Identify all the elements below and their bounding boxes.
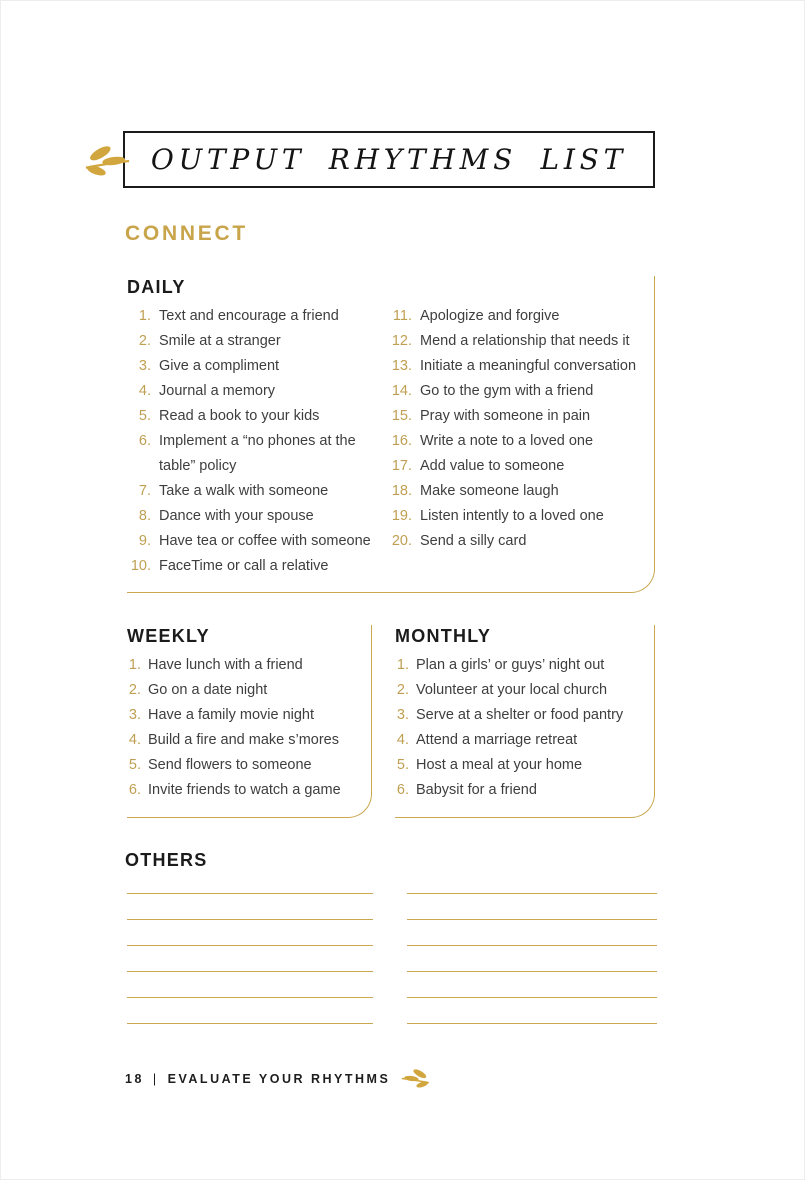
category-heading: CONNECT <box>125 222 248 245</box>
item-text: Attend a marriage retreat <box>416 732 578 748</box>
daily-list-item <box>388 529 656 554</box>
item-text: Invite friends to watch a game <box>148 782 341 798</box>
others-heading: OTHERS <box>125 850 208 870</box>
item-text: Serve at a shelter or food pantry <box>416 707 624 723</box>
item-number: 4. <box>396 732 409 748</box>
daily-list-item <box>388 329 656 354</box>
item-number: 5. <box>138 408 151 424</box>
others-write-in-lines-left <box>127 868 373 1024</box>
weekly-section <box>127 625 372 818</box>
daily-list-item <box>127 354 388 379</box>
weekly-list-item <box>127 728 371 753</box>
item-text: Write a note to a loved one <box>420 433 594 449</box>
item-number: 5. <box>128 757 141 773</box>
item-number: 3. <box>396 707 409 723</box>
daily-list-item <box>127 504 388 529</box>
item-number: 4. <box>138 383 151 399</box>
weekly-list-item <box>127 778 371 803</box>
daily-list-item <box>388 479 656 504</box>
daily-list-item <box>388 404 656 429</box>
item-number: 1. <box>396 657 409 673</box>
item-number: 20. <box>391 533 412 549</box>
weekly-list-item <box>127 753 371 778</box>
monthly-list-item <box>395 678 654 703</box>
item-number: 9. <box>138 533 151 549</box>
monthly-list-item <box>395 703 654 728</box>
item-text: Journal a memory <box>159 383 276 399</box>
daily-list-item <box>127 529 388 554</box>
monthly-list <box>395 653 654 803</box>
item-text: Dance with your spouse <box>159 508 314 524</box>
weekly-list-item <box>127 653 371 678</box>
monthly-list-item <box>395 753 654 778</box>
write-in-line <box>127 894 373 920</box>
item-text: Pray with someone in pain <box>420 408 591 424</box>
write-in-line <box>407 998 657 1024</box>
item-number: 6. <box>128 782 141 798</box>
item-number: 14. <box>391 383 412 399</box>
item-number: 7. <box>138 483 151 499</box>
item-number: 17. <box>391 458 412 474</box>
item-number: 3. <box>138 358 151 374</box>
daily-list-item <box>127 554 388 579</box>
daily-list-item <box>127 329 388 354</box>
item-number: 1. <box>128 657 141 673</box>
monthly-list-item <box>395 778 654 803</box>
monthly-heading: MONTHLY <box>395 626 492 646</box>
item-number: 10. <box>130 558 151 574</box>
footer-label: EVALUATE YOUR RHYTHMS <box>167 1071 391 1086</box>
monthly-list-item <box>395 728 654 753</box>
daily-list-item <box>388 454 656 479</box>
write-in-line <box>407 894 657 920</box>
item-text: Build a fire and make s’mores <box>148 732 339 748</box>
monthly-section <box>395 625 655 818</box>
item-number: 5. <box>396 757 409 773</box>
page-title-box <box>123 131 655 188</box>
item-text: Take a walk with someone <box>159 483 329 499</box>
item-text: Send a silly card <box>420 533 527 549</box>
item-text: Have tea or coffee with someone <box>159 533 371 549</box>
item-text: Go to the gym with a friend <box>420 383 594 399</box>
daily-list-item <box>127 404 388 429</box>
write-in-line <box>407 920 657 946</box>
footer-separator: | <box>152 1071 159 1086</box>
item-number: 16. <box>391 433 412 449</box>
item-text: Go on a date night <box>148 682 268 698</box>
item-text: FaceTime or call a relative <box>159 558 329 574</box>
item-text: Apologize and forgive <box>420 308 560 324</box>
write-in-line <box>127 972 373 998</box>
daily-list-item <box>127 379 388 404</box>
item-text: Have lunch with a friend <box>148 657 303 673</box>
write-in-line <box>407 946 657 972</box>
weekly-heading: WEEKLY <box>127 626 210 646</box>
daily-section <box>127 276 655 593</box>
leaf-sprig-icon <box>84 141 132 181</box>
item-number: 11. <box>392 308 412 324</box>
item-text: Listen intently to a loved one <box>420 508 604 524</box>
page-number: 18 <box>125 1071 144 1086</box>
daily-list-col2 <box>388 304 656 579</box>
item-number: 2. <box>128 682 141 698</box>
daily-list-item <box>388 379 656 404</box>
page-footer <box>125 1066 430 1091</box>
daily-list-item <box>388 429 656 454</box>
monthly-list-item <box>395 653 654 678</box>
daily-list-item <box>388 304 656 329</box>
write-in-line <box>127 920 373 946</box>
daily-heading: DAILY <box>127 277 186 297</box>
item-text: Add value to someone <box>420 458 565 474</box>
item-number: 15. <box>391 408 412 424</box>
daily-list-item <box>127 429 388 479</box>
weekly-list <box>127 653 371 803</box>
weekly-list-item <box>127 678 371 703</box>
daily-list-col1 <box>127 304 388 579</box>
daily-list-item <box>388 504 656 529</box>
item-number: 1. <box>138 308 151 324</box>
others-write-in-lines-right <box>407 868 657 1024</box>
item-text: Implement a “no phones at the table” policy <box>159 433 356 474</box>
item-text: Have a family movie night <box>148 707 315 723</box>
write-in-line <box>407 868 657 894</box>
item-number: 6. <box>138 433 151 449</box>
item-number: 18. <box>391 483 412 499</box>
item-text: Mend a relationship that needs it <box>420 333 630 349</box>
item-text: Text and encourage a friend <box>159 308 339 324</box>
item-number: 2. <box>138 333 151 349</box>
write-in-line <box>407 972 657 998</box>
item-text: Send flowers to someone <box>148 757 312 773</box>
item-number: 3. <box>128 707 141 723</box>
item-text: Babysit for a friend <box>416 782 537 798</box>
daily-list-item <box>127 479 388 504</box>
item-text: Give a compliment <box>159 358 280 374</box>
write-in-line <box>127 868 373 894</box>
item-text: Volunteer at your local church <box>416 682 608 698</box>
write-in-line <box>127 946 373 972</box>
page-title: OUTPUT RHYTHMS LIST <box>150 143 628 176</box>
item-number: 8. <box>138 508 151 524</box>
item-text: Read a book to your kids <box>159 408 320 424</box>
item-number: 12. <box>391 333 412 349</box>
daily-list-item <box>127 304 388 329</box>
item-text: Host a meal at your home <box>416 757 583 773</box>
item-text: Initiate a meaningful conversation <box>420 358 637 374</box>
item-number: 19. <box>391 508 412 524</box>
daily-list-item <box>388 354 656 379</box>
weekly-list-item <box>127 703 371 728</box>
item-number: 6. <box>396 782 409 798</box>
leaf-sprig-left-icon <box>400 1066 430 1091</box>
item-number: 2. <box>396 682 409 698</box>
item-number: 13. <box>391 358 412 374</box>
item-text: Smile at a stranger <box>159 333 281 349</box>
item-number: 4. <box>128 732 141 748</box>
item-text: Make someone laugh <box>420 483 559 499</box>
write-in-line <box>127 998 373 1024</box>
item-text: Plan a girls’ or guys’ night out <box>416 657 605 673</box>
